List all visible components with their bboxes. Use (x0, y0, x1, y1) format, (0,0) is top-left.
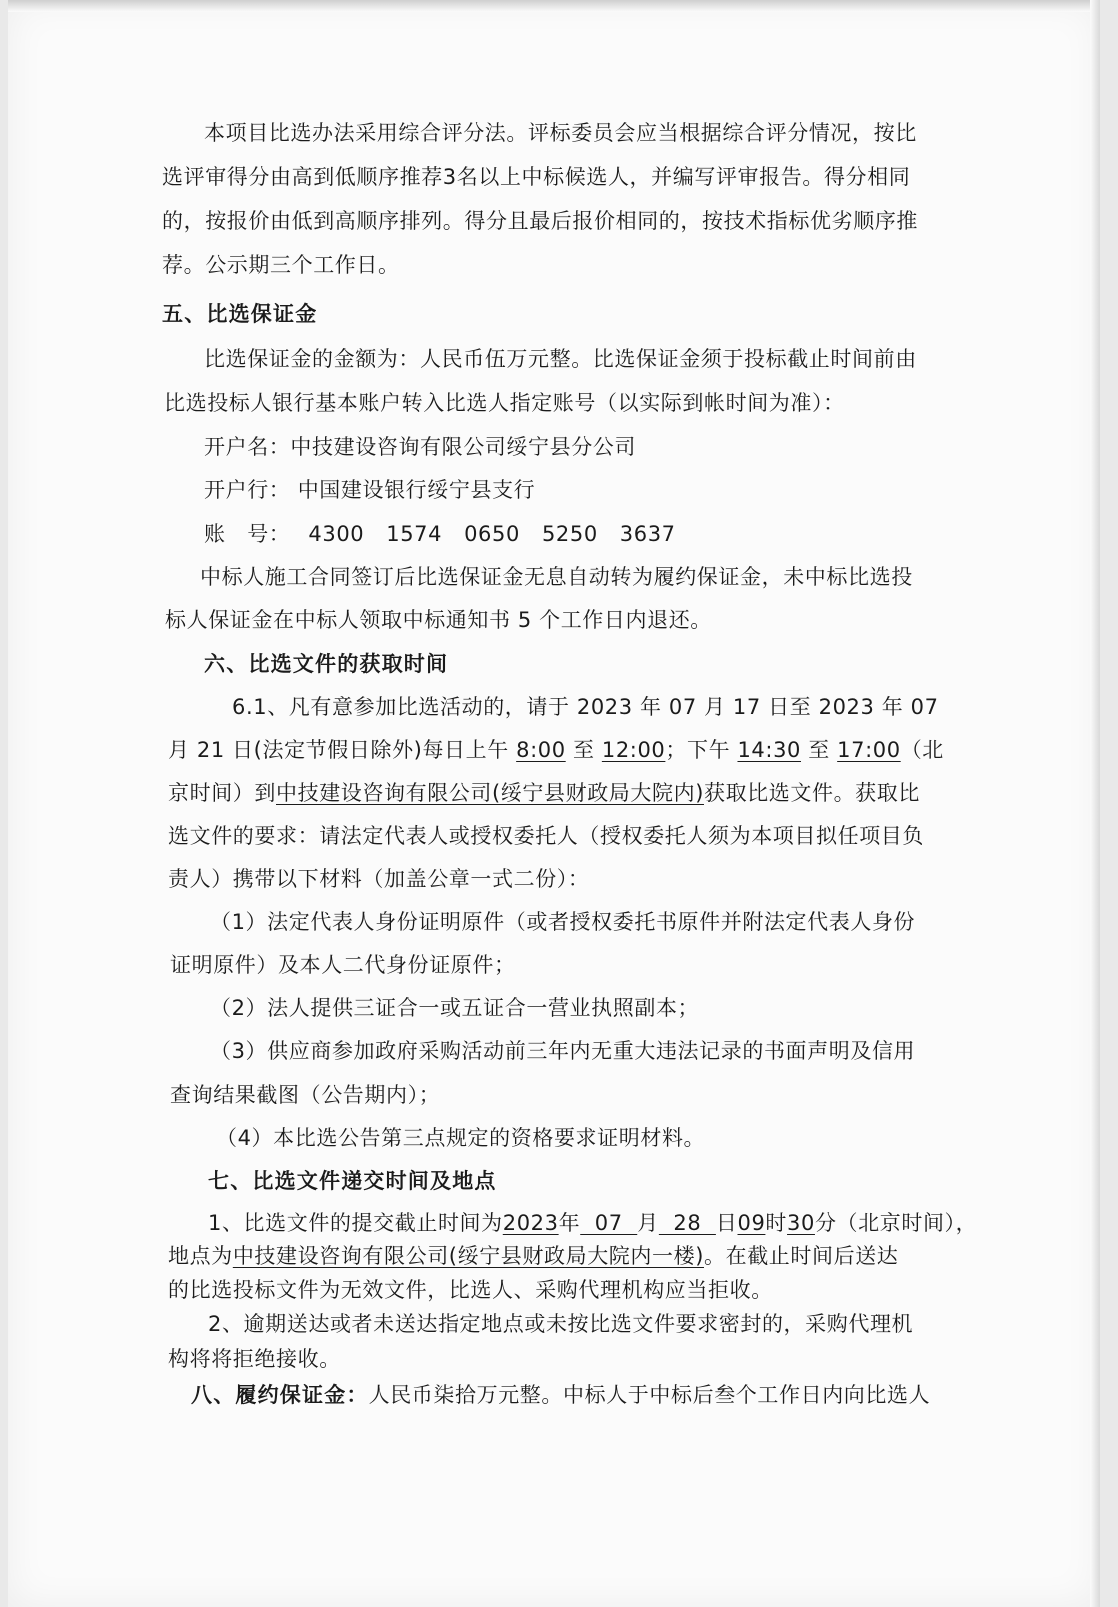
pickup-location: 中技建设咨询有限公司(绥宁县财政局大院内) (276, 781, 704, 805)
intro-line-2: 选评审得分由高到低顺序推荐3名以上中标候选人，并编写评审报告。得分相同 (162, 165, 911, 189)
morning-end-time: 12:00 (601, 738, 666, 762)
s7-p1-text: 地点为 (168, 1244, 233, 1268)
account-number-group: 5250 (541, 522, 598, 546)
s6-line-2-text: 月 21 日(法定节假日除外)每日上午 (168, 738, 517, 762)
deadline-hour: 09 (737, 1211, 766, 1235)
s5-p1-line-2: 比选投标人银行基本账户转入比选人指定账号（以实际到帐时间为准）： (164, 391, 845, 415)
s6-item-4: （4）本比选公告第三点规定的资格要求证明材料。 (216, 1126, 706, 1150)
bank-row (204, 476, 535, 504)
section-5-heading: 五、比选保证金 (162, 302, 318, 326)
document-page (8, 0, 1100, 1607)
submission-location: 中技建设咨询有限公司(绥宁县财政局大院内一楼) (232, 1244, 704, 1268)
s6-item-2: （2）法人提供三证合一或五证合一营业执照副本； (210, 996, 700, 1020)
s6-line-3-text: 京时间）到 (168, 781, 276, 805)
account-number-group: 1574 (386, 522, 443, 546)
s6-line-2 (168, 736, 944, 764)
morning-start-time: 8:00 (516, 738, 566, 762)
s5-p2-line-2: 标人保证金在中标人领取中标通知书 5 个工作日内退还。 (165, 608, 712, 632)
s5-p2-line-1: 中标人施工合同签订后比选保证金无息自动转为履约保证金，未中标比选投 (200, 565, 913, 589)
section-8-text: 人民币柒拾万元整。中标人于中标后叁个工作日内向比选人 (368, 1383, 931, 1407)
account-number-row (204, 520, 698, 548)
deadline-year: 2023 (502, 1211, 559, 1235)
account-name-label: 开户名： (204, 435, 291, 459)
deadline-minute: 30 (787, 1211, 815, 1235)
deadline-month: 07 (580, 1211, 638, 1235)
section-6-heading: 六、比选文件的获取时间 (204, 652, 449, 676)
s7-p1-text: 分（北京时间）， (814, 1211, 978, 1235)
s7-p1-line-1 (208, 1209, 977, 1237)
document-body (8, 0, 1100, 1607)
s7-p1-text: 年 (558, 1211, 581, 1235)
s6-line-5: 责人）携带以下材料（加盖公章一式二份）： (168, 867, 590, 891)
intro-line-1: 本项目比选办法采用综合评分法。评标委员会应当根据综合评分情况，按比 (204, 121, 917, 145)
section-8-heading: 八、履约保证金： (191, 1383, 369, 1407)
afternoon-start-time: 14:30 (737, 738, 801, 762)
deadline-day: 28 (658, 1211, 716, 1235)
s6-line-2-text: 至 (801, 738, 838, 762)
s6-line-4: 选文件的要求：请法定代表人或授权委托人（授权委托人须为本项目拟任项目负 (168, 824, 924, 848)
intro-line-3: 的，按报价由低到高顺序排列。得分且最后报价相同的，按技术指标优劣顺序推 (162, 209, 918, 233)
s6-line-1: 6.1、凡有意参加比选活动的，请于 2023 年 07 月 17 日至 2023 年 07 (232, 695, 939, 719)
intro-line-4: 荐。公示期三个工作日。 (162, 253, 400, 277)
s6-item-3-line-1: （3）供应商参加政府采购活动前三年内无重大违法记录的书面声明及信用 (210, 1039, 916, 1063)
s6-line-3-text: 获取比选文件。获取比 (703, 781, 920, 805)
s6-item-1-line-2: 证明原件）及本人二代身份证原件； (170, 953, 516, 977)
afternoon-end-time: 17:00 (837, 738, 901, 762)
s7-p1-line-3: 的比选投标文件为无效文件，比选人、采购代理机构应当拒收。 (168, 1278, 773, 1302)
account-number-label: 账 号： (204, 522, 291, 546)
account-name-value: 中技建设咨询有限公司绥宁县分公司 (290, 435, 637, 459)
s7-p1-text: 日 (715, 1211, 738, 1235)
s7-p1-text: 月 (637, 1211, 659, 1235)
s6-item-1-line-1: （1）法定代表人身份证明原件（或者授权委托书原件并附法定代表人身份 (210, 910, 916, 934)
s7-p1-text: 。在截止时间后送达 (704, 1244, 899, 1268)
s6-line-3 (168, 779, 920, 807)
account-number-group: 3637 (619, 522, 676, 546)
s7-p1-text: 1、比选文件的提交截止时间为 (208, 1211, 503, 1235)
account-number-group: 0650 (464, 522, 520, 546)
s6-line-2-text: ；下午 (665, 738, 738, 762)
s6-line-2-text: 至 (565, 738, 602, 762)
section-7-heading: 七、比选文件递交时间及地点 (208, 1169, 497, 1193)
s6-item-3-line-2: 查询结果截图（公告期内）； (170, 1083, 441, 1107)
s7-p2-line-2: 构将将拒绝接收。 (168, 1347, 341, 1371)
bank-value: 中国建设银行绥宁县支行 (297, 478, 536, 502)
account-name-row (204, 433, 636, 461)
s7-p2-line-1: 2、逾期送达或者未送达指定地点或未按比选文件要求密封的，采购代理机 (208, 1312, 914, 1336)
account-number-group: 4300 (308, 522, 365, 546)
bank-label: 开户行： (204, 478, 291, 502)
s7-p1-line-2 (168, 1242, 898, 1270)
section-8-line (191, 1381, 930, 1409)
s7-p1-text: 时 (765, 1211, 788, 1235)
s6-line-2-text: （北 (900, 738, 944, 762)
s5-p1-line-1: 比选保证金的金额为：人民币伍万元整。比选保证金须于投标截止时间前由 (204, 347, 917, 371)
